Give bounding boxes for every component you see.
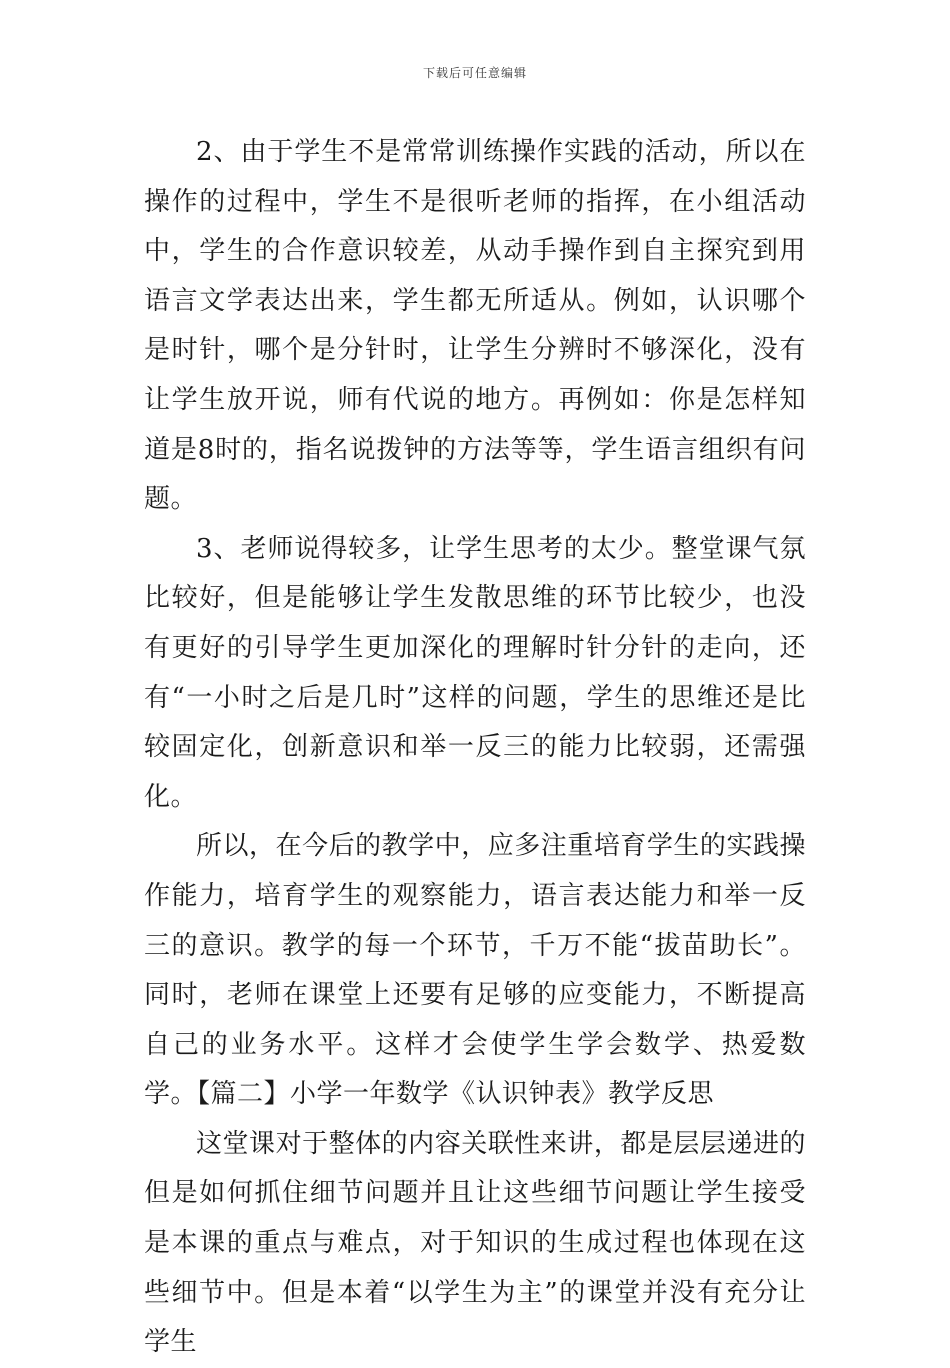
document-body bbox=[144, 128, 806, 1368]
page-header: 下载后可任意编辑 bbox=[422, 66, 527, 80]
paragraph-point-2: 2、由于学生不是常常训练操作实践的活动，所以在操作的过程中，学生不是很听老师的指挥，在小组活动中，学生的合作意识较差，从动手操作到自主探究到用语言文学表达出来，学生都无所适从。例如，认识哪个是时针，哪个是分针时，让学生分辨时不够深化，没有让学生放开说，师有代说的地方。再例如：你是怎样知道是8时的，指名说拨钟的方法等等，学生语言组织有问题。 bbox=[144, 137, 806, 515]
paragraph-conclusion: 所以，在今后的教学中，应多注重培育学生的实践操作能力，培育学生的观察能力，语言表达能力和举一反三的意识。教学的每一个环节，千万不能“拔苗助长”。同时，老师在课堂上还要有足够的应变能力，不断提高自己的业务水平。这样才会使学生学会数学、热爱数学。【篇二】小学一年数学《认识钟表》教学反思 bbox=[144, 831, 806, 1110]
paragraph-point-3: 3、老师说得较多，让学生思考的太少。整堂课气氛比较好，但是能够让学生发散思维的环节比较少，也没有更好的引导学生更加深化的理解时针分针的走向，还有“一小时之后是几时”这样的问题，学生的思维还是比较固定化，创新意识和举一反三的能力比较弱，还需强化。 bbox=[144, 533, 806, 812]
paragraph-part-two: 这堂课对于整体的内容关联性来讲，都是层层递进的但是如何抓住细节问题并且让这些细节问题让学生接受是本课的重点与难点，对于知识的生成过程也体现在这些细节中。但是本着“以学生为主”的课堂并没有充分让学生 bbox=[144, 1128, 806, 1358]
